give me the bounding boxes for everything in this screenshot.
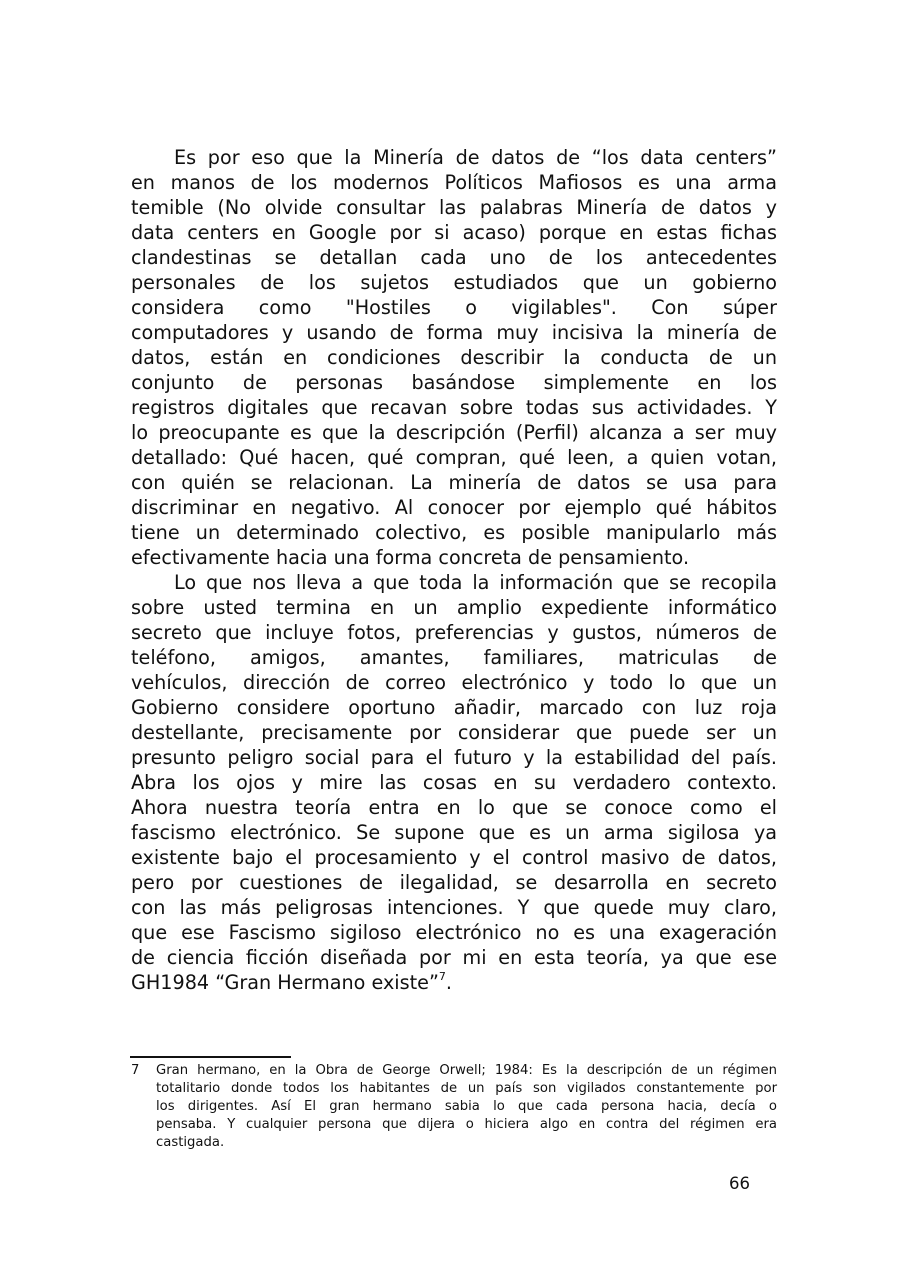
text-line: clandestinas se detallan cada uno de los antecedentes [131,246,777,269]
text-line: considera como "Hostiles o vigilables". Con súper [131,296,777,319]
sentence-period: . [445,971,453,994]
text-line: lo preocupante es que la descripción (Perfil) alcanza a ser muy [131,421,777,444]
text-line-content: GH1984 “Gran Hermano existe” [131,971,439,994]
footnote-line: castigada. [156,1135,225,1150]
text-line: que ese Fascismo sigiloso electrónico no es una exageración [131,921,777,944]
footnote-line: pensaba. Y cualquier persona que dijera o hiciera algo en contra del régimen era [156,1117,777,1132]
text-line: tiene un determinado colectivo, es posible manipularlo más [131,521,777,544]
text-line: data centers en Google por si acaso) porque en estas fichas [131,221,777,244]
text-line: fascismo electrónico. Se supone que es un arma sigilosa ya [131,821,777,844]
footnote-separator [130,1056,291,1058]
page-number: 66 [729,1174,750,1193]
text-line: Es por eso que la Minería de datos de “los data centers” [174,146,777,169]
text-line: Ahora nuestra teoría entra en lo que se conoce como el [131,796,777,819]
text-line: destellante, precisamente por considerar que puede ser un [131,721,777,744]
text-line: sobre usted termina en un amplio expediente informático [131,596,777,619]
text-line: secreto que incluye fotos, preferencias y gustos, números de [131,621,777,644]
text-line: con las más peligrosas intenciones. Y que quede muy claro, [131,896,777,919]
text-line: teléfono, amigos, amantes, familiares, matriculas de [131,646,777,669]
text-line: efectivamente hacia una forma concreta de pensamiento. [131,546,690,569]
text-line: de ciencia ficción diseñada por mi en esta teoría, ya que ese [131,946,777,969]
text-line: datos, están en condiciones describir la conducta de un [131,346,777,369]
text-line: personales de los sujetos estudiados que un gobierno [131,271,777,294]
text-line-last [131,970,452,995]
text-line: conjunto de personas basándose simplemente en los [131,371,777,394]
text-line: detallado: Qué hacen, qué compran, qué leen, a quien votan, [131,446,777,469]
text-line: registros digitales que recavan sobre todas sus actividades. Y [131,396,777,419]
text-line: presunto peligro social para el futuro y la estabilidad del país. [131,746,777,769]
text-line: vehículos, dirección de correo electrónico y todo lo que un [131,671,777,694]
text-line: computadores y usando de forma muy incisiva la minería de [131,321,777,344]
footnote-line: Gran hermano, en la Obra de George Orwell; 1984: Es la descripción de un régimen [156,1063,777,1078]
text-line: con quién se relacionan. La minería de datos se usa para [131,471,777,494]
text-line: pero por cuestiones de ilegalidad, se desarrolla en secreto [131,871,777,894]
footnote-reference[interactable]: 7 [438,969,446,983]
text-line: temible (No olvide consultar las palabras Minería de datos y [131,196,777,219]
text-line: en manos de los modernos Políticos Mafiosos es una arma [131,171,777,194]
text-line: existente bajo el procesamiento y el control masivo de datos, [131,846,777,869]
footnote-line: totalitario donde todos los habitantes de un país son vigilados constantemente por [156,1081,777,1096]
text-line: Abra los ojos y mire las cosas en su verdadero contexto. [131,771,777,794]
text-line: Lo que nos lleva a que toda la información que se recopila [174,571,777,594]
text-line: discriminar en negativo. Al conocer por ejemplo qué hábitos [131,496,777,519]
footnote-line: los dirigentes. Así El gran hermano sabia lo que cada persona hacia, decía o [156,1099,777,1114]
footnote-number: 7 [131,1063,140,1078]
text-line: Gobierno considere oportuno añadir, marcado con luz roja [131,696,777,719]
